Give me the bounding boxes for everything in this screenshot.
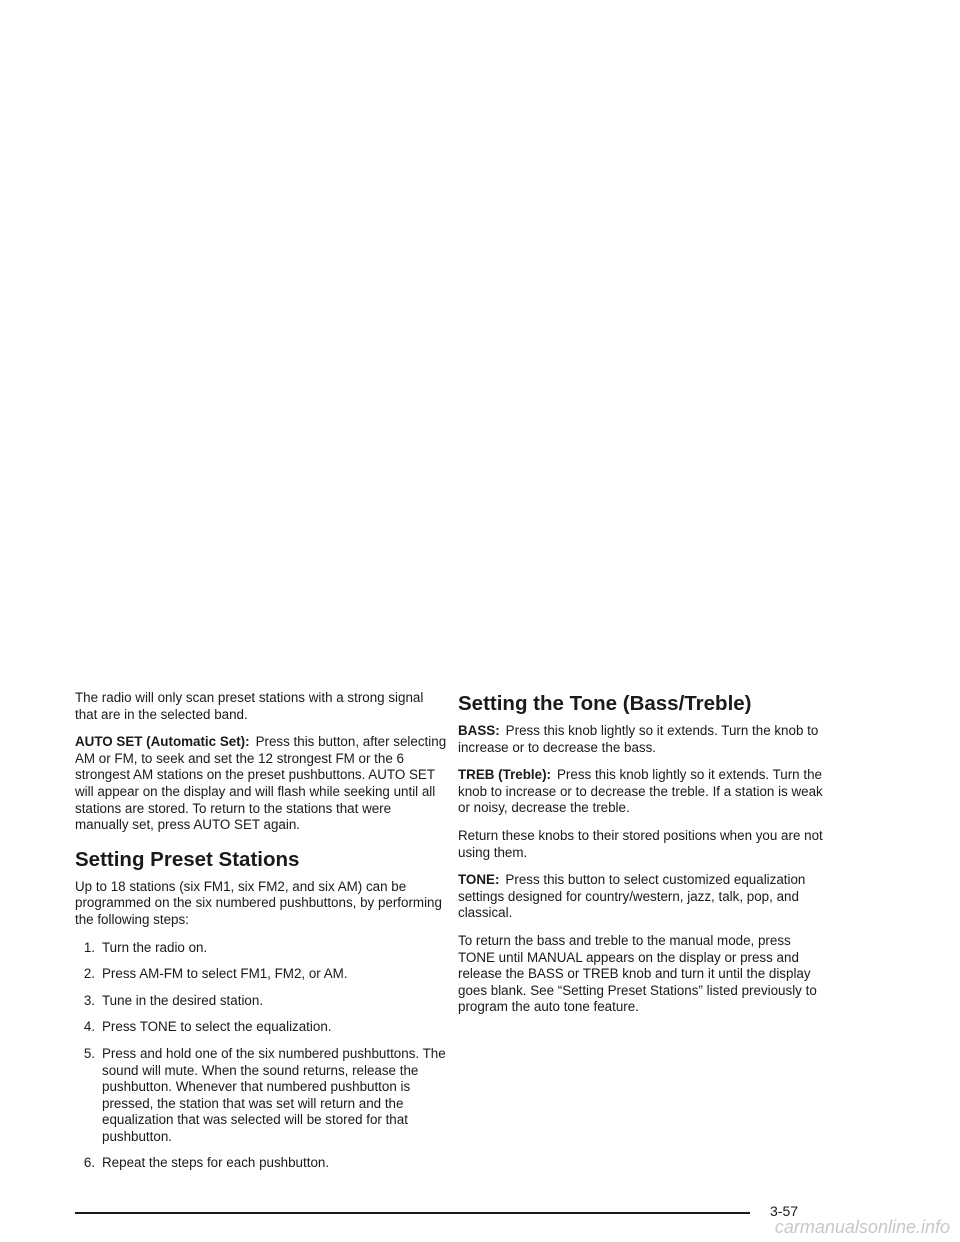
auto-set-paragraph xyxy=(75,734,447,834)
preset-stations-heading: Setting Preset Stations xyxy=(75,847,300,871)
step-number: 2. xyxy=(83,966,95,982)
list-item xyxy=(75,1155,447,1172)
right-column xyxy=(458,692,830,1027)
step-text: Repeat the steps for each pushbutton. xyxy=(102,1155,330,1171)
step-text: Turn the radio on. xyxy=(102,939,208,955)
footer-rule xyxy=(75,1212,750,1214)
step-number: 5. xyxy=(83,1045,95,1061)
list-item xyxy=(75,1019,447,1036)
bass-paragraph xyxy=(458,723,830,756)
step-text: Press TONE to select the equalization. xyxy=(102,1019,332,1035)
auto-set-text: Press this button, after selecting AM or FM, to seek and set the 12 strongest FM or the 6 strongest AM stations on the preset pushbuttons. AUTO SET will appear on the display and will flash while seeking until all stations are stored. To return to the stations that were manually set, press AUTO SET again. xyxy=(75,734,447,833)
preset-steps-list xyxy=(75,940,447,1173)
page-number: 3-57 xyxy=(770,1203,799,1219)
auto-set-term: AUTO SET (Automatic Set): xyxy=(75,734,250,750)
preset-intro-paragraph: Up to 18 stations (six FM1, six FM2, and six AM) can be programmed on the six numbered pushbuttons, by performing the following steps: xyxy=(75,878,442,927)
list-item xyxy=(75,1046,447,1146)
tone-heading: Setting the Tone (Bass/Treble) xyxy=(458,692,752,715)
step-text: Press AM-FM to select FM1, FM2, or AM. xyxy=(102,966,348,982)
tone-text: Press this button to select customized equalization settings designed for country/western, jazz, talk, pop, and classical. xyxy=(458,872,806,921)
left-column xyxy=(75,690,447,1182)
step-text: Press and hold one of the six numbered pushbuttons. The sound will mute. When the sound returns, release the pushbutton. Whenever that numbered pushbutton is pressed, the station that was set will return and the equalization that was selected will be stored for that pushbutton. xyxy=(102,1045,446,1144)
treble-paragraph xyxy=(458,767,830,817)
list-item xyxy=(75,966,447,983)
tone-term: TONE: xyxy=(458,872,500,888)
bass-term: BASS: xyxy=(458,723,500,738)
return-knobs-paragraph: Return these knobs to their stored positions when you are not using them. xyxy=(458,827,823,860)
list-item xyxy=(75,993,447,1010)
treble-text: Press this knob lightly so it extends. Turn the knob to increase or to decrease the treble. If a station is weak or noisy, decrease the treble. xyxy=(458,767,823,816)
list-item xyxy=(75,940,447,957)
treble-term: TREB (Treble): xyxy=(458,767,551,783)
step-number: 4. xyxy=(83,1019,95,1035)
bass-text: Press this knob lightly so it extends. Turn the knob to increase or to decrease the bass. xyxy=(458,723,819,755)
step-number: 6. xyxy=(83,1155,95,1171)
watermark-logo: carmanualsonline.info xyxy=(774,1217,950,1237)
scan-intro-paragraph: The radio will only scan preset stations with a strong signal that are in the selected band. xyxy=(75,690,424,722)
tone-paragraph xyxy=(458,872,830,922)
step-number: 1. xyxy=(83,939,95,955)
manual-mode-paragraph: To return the bass and treble to the manual mode, press TONE until MANUAL appears on the display or press and release the BASS or TREB knob and turn it until the display goes blank. See “Setting Preset Stations” listed previously to program the auto tone feature. xyxy=(458,932,817,1015)
step-text: Tune in the desired station. xyxy=(102,992,264,1008)
step-number: 3. xyxy=(83,992,95,1008)
